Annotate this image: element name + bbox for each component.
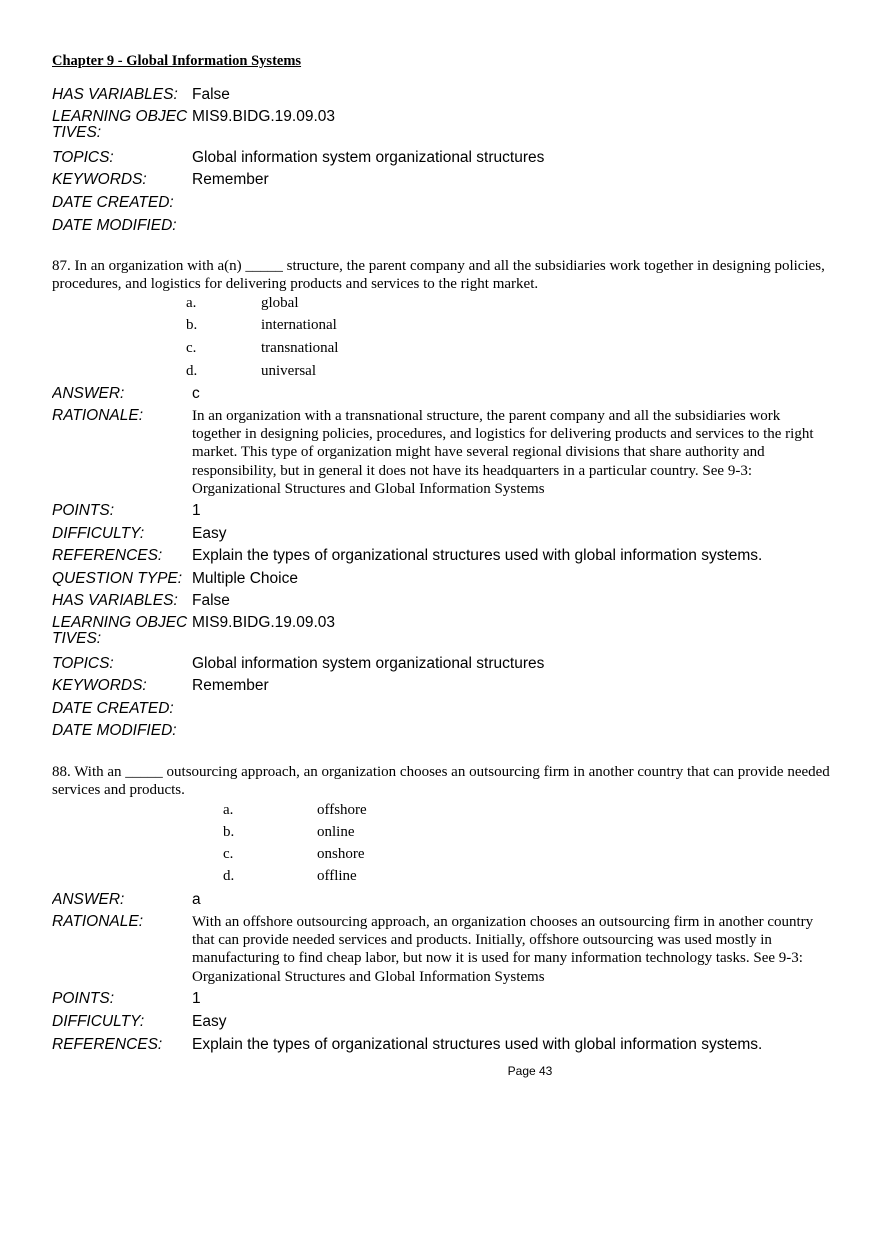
meta-value: MIS9.BIDG.19.09.03 <box>192 108 336 125</box>
meta-points <box>52 502 842 522</box>
answer-row <box>52 385 842 405</box>
meta-question-type <box>52 570 842 590</box>
answer-label: ANSWER: <box>52 891 125 908</box>
rationale-text: In an organization with a transnational structure, the parent company and all the subsidiaries work together in designing policies, procedures, and logistics for delivering products and services to the right market. This type of organization might have several regional divisions that share authority and responsibility, but in general it does not have its headquarters in a particular country. See 9-3: Organizational Structures and Global Information Systems <box>192 408 814 497</box>
meta-label: POINTS: <box>52 502 115 519</box>
meta-label: LEARNING OBJEC <box>52 614 188 631</box>
meta-label: HAS VARIABLES: <box>52 86 178 103</box>
meta-value: False <box>192 86 230 103</box>
meta-label: HAS VARIABLES: <box>52 592 178 609</box>
meta-date-created <box>52 194 842 214</box>
option-letter: d. <box>223 868 235 884</box>
meta-points <box>52 990 842 1010</box>
option-letter: d. <box>186 363 198 379</box>
answer-value: c <box>192 385 200 402</box>
meta-label: KEYWORDS: <box>52 171 147 188</box>
meta-learning-objectives <box>52 108 842 146</box>
rationale-label: RATIONALE: <box>52 913 144 930</box>
meta-learning-objectives <box>52 614 842 652</box>
meta-value: Explain the types of organizational structures used with global information systems. <box>192 547 763 564</box>
meta-value: Remember <box>192 171 269 188</box>
meta-references <box>52 1036 842 1056</box>
meta-label-continued: TIVES: <box>52 124 102 141</box>
meta-label: DIFFICULTY: <box>52 525 145 542</box>
meta-label: REFERENCES: <box>52 1036 163 1053</box>
page-number: Page 43 <box>507 1064 553 1078</box>
question-87-text: 87. In an organization with a(n) _____ structure, the parent company and all the subsidiaries work together in designing policies, procedures, and logistics for delivering products and services to the right market. <box>52 258 825 292</box>
meta-label-continued: TIVES: <box>52 630 102 647</box>
meta-value: Easy <box>192 1013 227 1030</box>
answer-row <box>52 891 842 911</box>
meta-label: QUESTION TYPE: <box>52 570 183 587</box>
meta-date-created <box>52 700 842 720</box>
meta-value: Explain the types of organizational structures used with global information systems. <box>192 1036 763 1053</box>
meta-value: 1 <box>192 502 201 519</box>
option-text: online <box>317 824 355 840</box>
option-letter: c. <box>223 846 234 862</box>
meta-keywords <box>52 171 842 191</box>
meta-label: DATE MODIFIED: <box>52 722 177 739</box>
meta-label: DATE MODIFIED: <box>52 217 177 234</box>
meta-label: KEYWORDS: <box>52 677 147 694</box>
meta-topics <box>52 149 842 169</box>
option-text: offline <box>317 868 357 884</box>
meta-has-variables <box>52 86 842 106</box>
option-letter: b. <box>223 824 235 840</box>
option-text: international <box>261 317 337 333</box>
answer-value: a <box>192 891 201 908</box>
option-letter: c. <box>186 340 197 356</box>
meta-value: Easy <box>192 525 227 542</box>
meta-value: Remember <box>192 677 269 694</box>
meta-difficulty <box>52 525 842 545</box>
option-text: universal <box>261 363 316 379</box>
rationale-text: With an offshore outsourcing approach, an organization chooses an outsourcing firm in another country that can provide needed services and products. Initially, offshore outsourcing was used mostly in manufacturing to find cheap labor, but now it is used for many information technology tasks. See 9-3: Organizational Structures and Global Information Systems <box>192 914 814 985</box>
meta-value: Multiple Choice <box>192 570 298 587</box>
meta-label: REFERENCES: <box>52 547 163 564</box>
meta-label: DIFFICULTY: <box>52 1013 145 1030</box>
meta-value: Global information system organizational structures <box>192 149 545 166</box>
meta-topics <box>52 655 842 675</box>
meta-value: Global information system organizational structures <box>192 655 545 672</box>
chapter-title: Chapter 9 - Global Information Systems <box>52 53 302 69</box>
meta-label: TOPICS: <box>52 149 114 166</box>
meta-value: MIS9.BIDG.19.09.03 <box>192 614 336 631</box>
question-88-text: 88. With an _____ outsourcing approach, an organization chooses an outsourcing firm in another country that can provide needed services and products. <box>52 764 830 798</box>
option-letter: a. <box>186 295 197 311</box>
option-text: offshore <box>317 802 367 818</box>
meta-difficulty <box>52 1013 842 1033</box>
meta-label: DATE CREATED: <box>52 194 174 211</box>
option-letter: b. <box>186 317 198 333</box>
meta-value: 1 <box>192 990 201 1007</box>
rationale-label: RATIONALE: <box>52 407 144 424</box>
meta-keywords <box>52 677 842 697</box>
option-text: onshore <box>317 846 365 862</box>
meta-label: LEARNING OBJEC <box>52 108 188 125</box>
meta-has-variables <box>52 592 842 612</box>
meta-references <box>52 547 842 567</box>
option-letter: a. <box>223 802 234 818</box>
meta-label: DATE CREATED: <box>52 700 174 717</box>
meta-label: POINTS: <box>52 990 115 1007</box>
option-text: transnational <box>261 340 339 356</box>
option-text: global <box>261 295 299 311</box>
meta-value: False <box>192 592 230 609</box>
answer-label: ANSWER: <box>52 385 125 402</box>
meta-date-modified <box>52 722 842 742</box>
meta-label: TOPICS: <box>52 655 114 672</box>
meta-date-modified <box>52 217 842 237</box>
